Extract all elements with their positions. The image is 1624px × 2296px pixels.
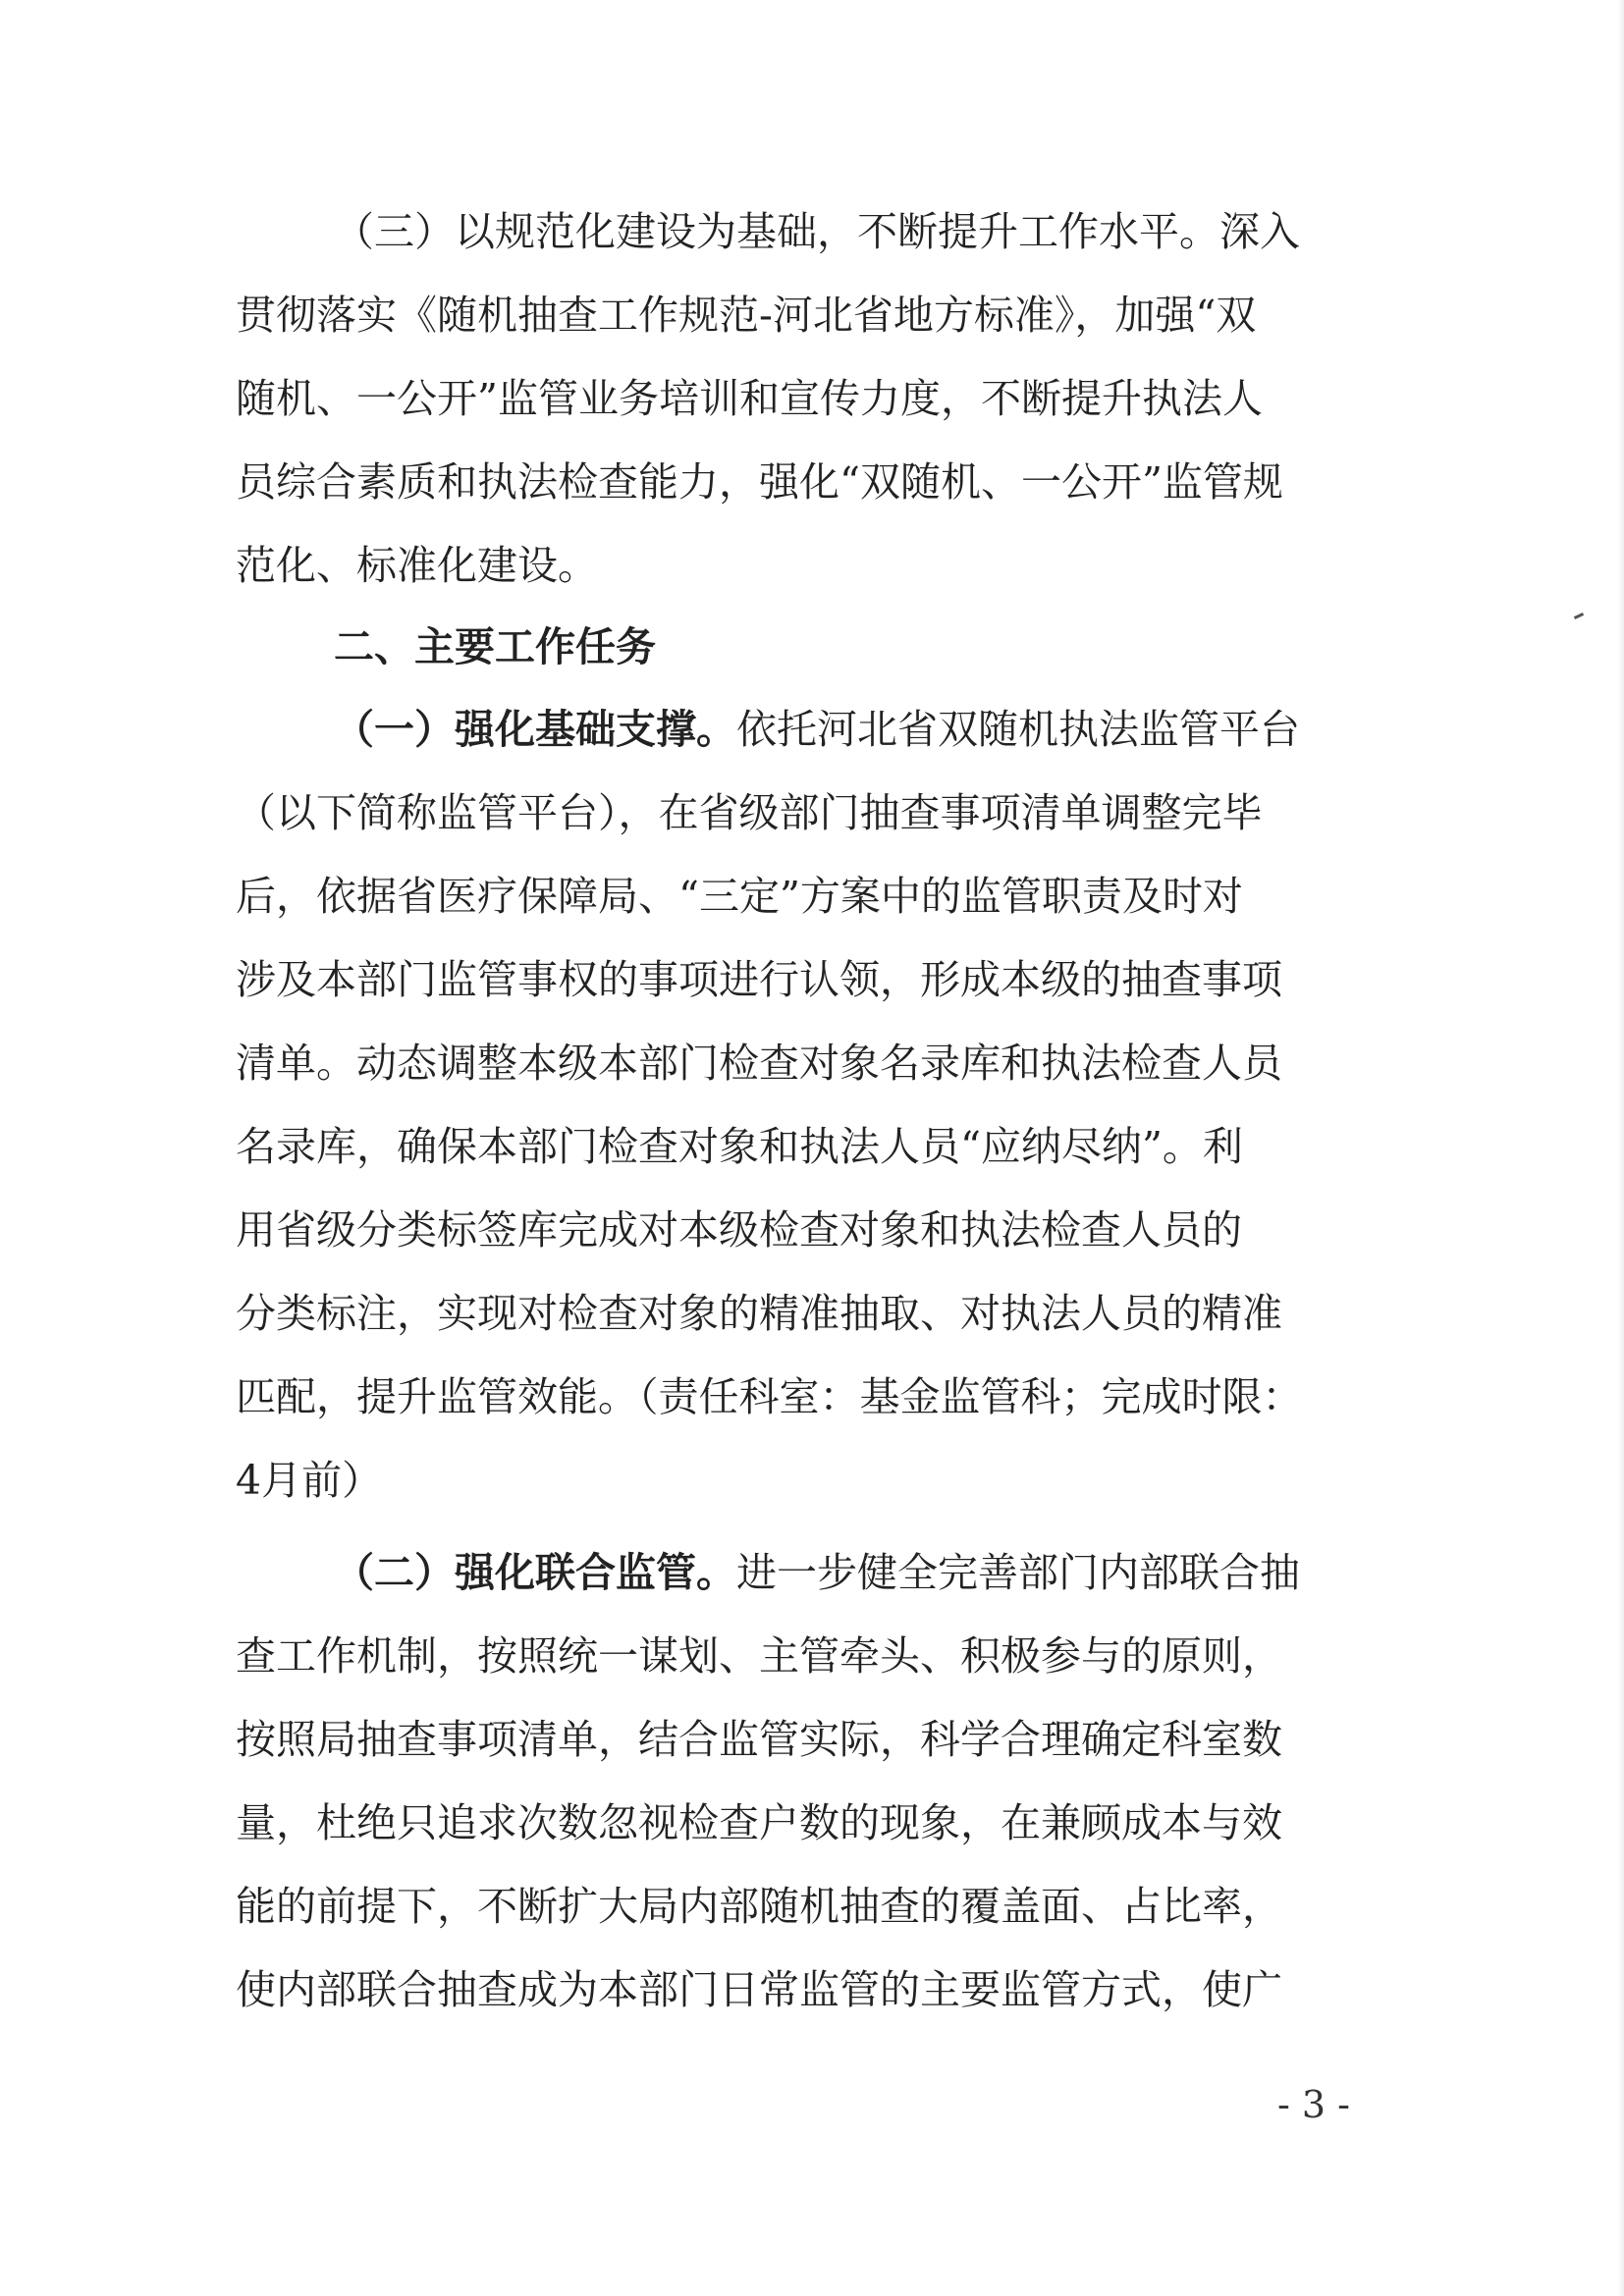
item-1-line-6: 名录库，确保本部门检查对象和执法人员“应纳尽纳”。利 [236,1123,1243,1170]
paragraph-3-line-2: 贯彻落实《随机抽查工作规范-河北省地方标准》，加强“双 [236,292,1257,339]
item-1-line-9: 匹配，提升监管效能。（责任科室：基金监管科；完成时限： [236,1373,1303,1420]
item-1-line-8: 分类标注，实现对检查对象的精准抽取、对执法人员的精准 [236,1290,1282,1337]
item-1-line-2: （以下简称监管平台），在省级部门抽查事项清单调整完毕 [236,789,1263,836]
scan-edge [1618,0,1624,2296]
item-1-line-10: 4月前） [236,1457,383,1504]
item-2-line-5: 能的前提下，不断扩大局内部随机抽查的覆盖面、占比率， [236,1883,1282,1930]
item-2-line-6: 使内部联合抽查成为本部门日常监管的主要监管方式，使广 [236,1966,1282,2013]
paragraph-3-line-3: 随机、一公开”监管业务培训和宣传力度，不断提升执法人 [236,375,1263,422]
paragraph-3-line-1: （三）以规范化建设为基础，不断提升工作水平。深入 [334,208,1300,255]
section-heading-main-tasks: 二、主要工作任务 [334,623,656,670]
item-2-text: 进一步健全完善部门内部联合抽 [736,1549,1300,1596]
item-2-line-4: 量，杜绝只追求次数忽视检查户数的现象，在兼顾成本与效 [236,1799,1282,1846]
paragraph-3-line-5: 范化、标准化建设。 [236,542,598,589]
item-2-first-line [236,1533,1300,1612]
item-1-first-line [236,690,1300,769]
item-1-text: 依托河北省双随机执法监管平台 [736,706,1300,753]
item-1-heading: （一）强化基础支撑。 [334,706,736,753]
item-2-heading: （二）强化联合监管。 [334,1549,736,1596]
item-1-line-5: 清单。动态调整本级本部门检查对象名录库和执法检查人员 [236,1040,1282,1087]
item-1-line-3: 后，依据省医疗保障局、“三定”方案中的监管职责及时对 [236,873,1243,920]
item-2-line-3: 按照局抽查事项清单，结合监管实际，科学合理确定科室数 [236,1716,1282,1763]
item-2-line-2: 查工作机制，按照统一谋划、主管牵头、积极参与的原则， [236,1632,1282,1680]
item-1-line-4: 涉及本部门监管事权的事项进行认领，形成本级的抽查事项 [236,956,1282,1003]
page-number: - 3 - [1276,2083,1350,2126]
scan-speck [1574,613,1584,619]
paragraph-3-line-4: 员综合素质和执法检查能力，强化“双随机、一公开”监管规 [236,458,1283,506]
item-1-line-7: 用省级分类标签库完成对本级检查对象和执法检查人员的 [236,1206,1242,1254]
